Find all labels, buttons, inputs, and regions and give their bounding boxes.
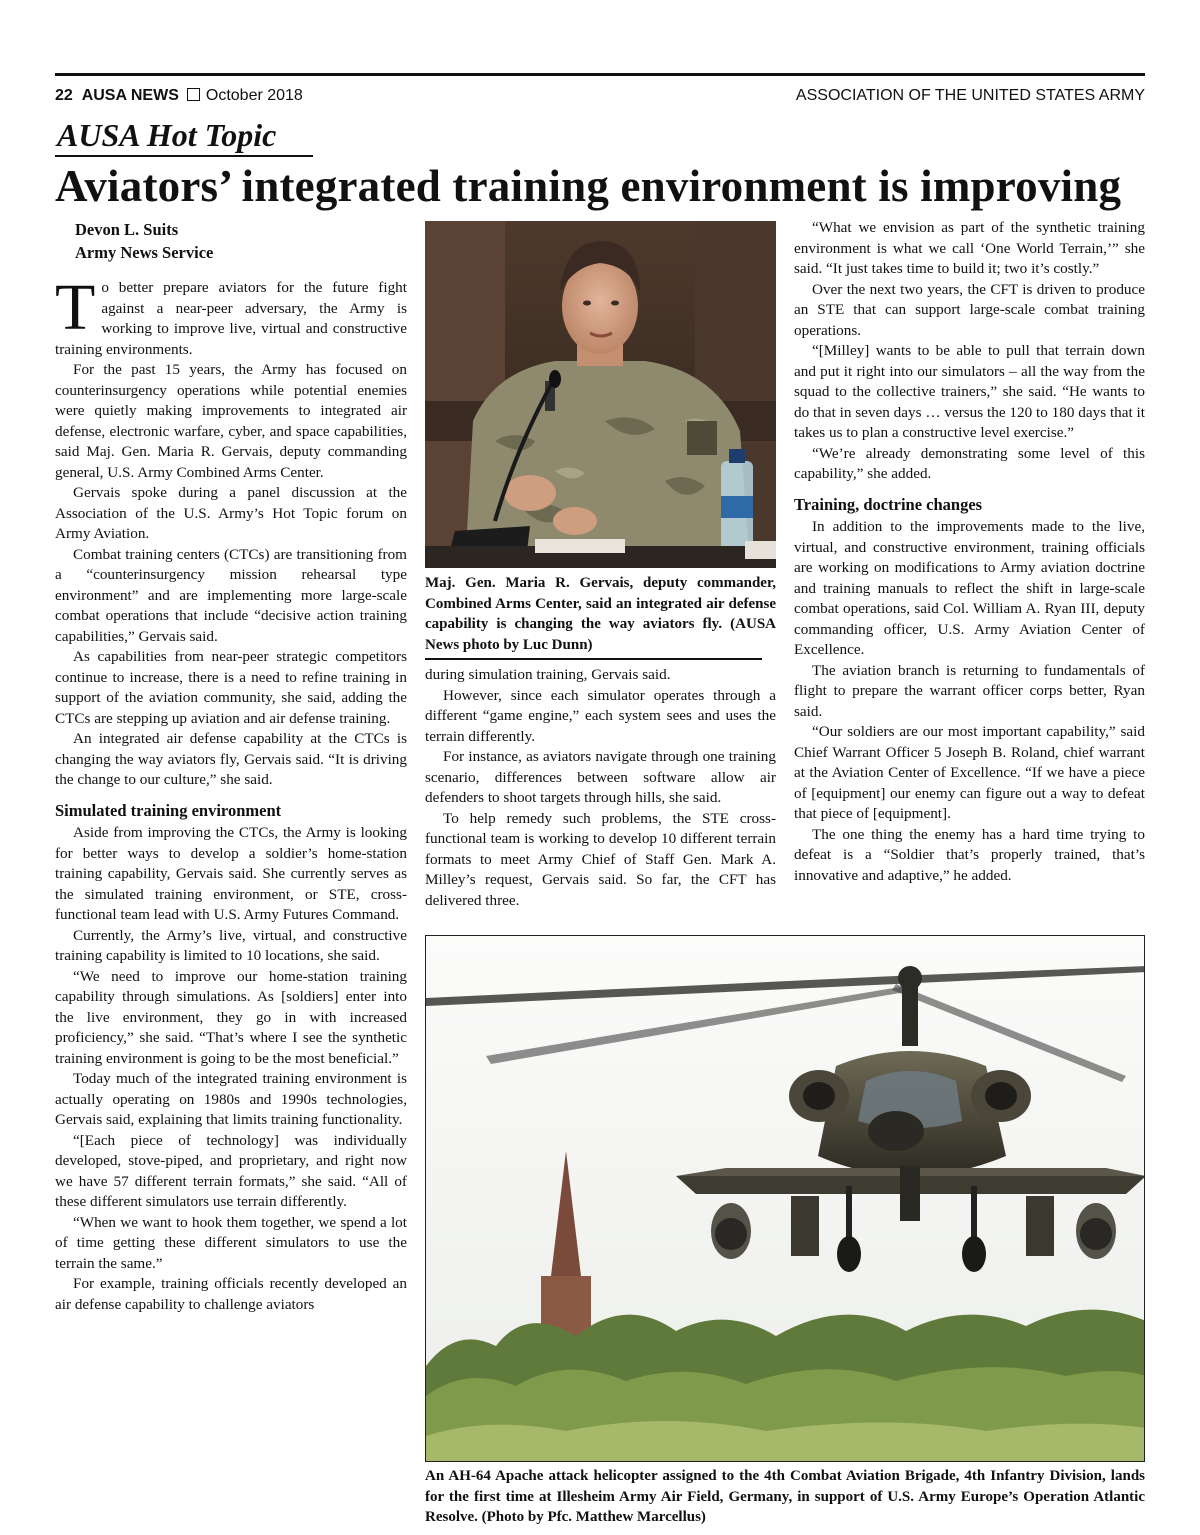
paragraph: “Our soldiers are our most important capability,” said Chief Warrant Officer 5 Joseph B. Roland, chief warrant at the Aviation Center of Excellence. “If we have a piece of [equipment] our enemy can figure out a way to defeat that piece of [equipment]. bbox=[794, 723, 1145, 822]
publication-name: AUSA NEWS bbox=[81, 87, 179, 104]
article-column-3 bbox=[794, 218, 1145, 886]
photo-apache-caption: An AH-64 Apache attack helicopter assigned to the 4th Combat Aviation Brigade, 4th Infantry Division, lands for the first time at Illesheim Army Air Field, Germany, in support of U.S. Army Europe’s Operation Atlantic Resolve. (Photo by Pfc. Matthew Marcellus) bbox=[425, 1468, 1145, 1525]
paragraph: As capabilities from near-peer strategic competitors continue to increase, there is a need to refine training in support of the aviation community, she said, adding the CTCs are stepping up aviation and air defense training. bbox=[55, 648, 407, 727]
paragraph: “We need to improve our home-station training capability through simulations. As [soldiers] enter into the live environment, they go in with increased proficiency,” she said. “That’s where I see the synthetic training environment is going to be the most beneficial.” bbox=[55, 967, 407, 1067]
paragraph: For the past 15 years, the Army has focused on counterinsurgency operations while potential enemies were quietly making improvements to integrated air defense, electronic warfare, cyber, and space capabilities, said Maj. Gen. Maria R. Gervais, deputy commanding general, U.S. Army Combined Arms Center. bbox=[55, 361, 407, 481]
byline bbox=[75, 218, 407, 264]
paragraph: Gervais spoke during a panel discussion at the Association of the U.S. Army’s Hot Topic forum on Army Aviation. bbox=[55, 484, 407, 542]
section-kicker: AUSA Hot Topic bbox=[57, 117, 277, 153]
headline: Aviators’ integrated training environment is improving bbox=[55, 161, 1122, 211]
article-column-2 bbox=[425, 665, 776, 911]
page-header bbox=[55, 87, 1145, 109]
paragraph: “When we want to hook them together, we spend a lot of time getting these different simulators to use the terrain the same.” bbox=[55, 1213, 407, 1272]
article-column-1 bbox=[55, 218, 407, 1315]
byline-author: Devon L. Suits bbox=[75, 220, 179, 239]
paragraph: “We’re already demonstrating some level of this capability,” she added. bbox=[794, 444, 1145, 482]
paragraph: Today much of the integrated training environment is actually operating on 1980s and 1990s technologies, Gervais said, explaining that limits training functionality. bbox=[55, 1070, 407, 1128]
paragraph: “[Milley] wants to be able to pull that terrain down and put it right into our simulators – all the way from the squad to the collective trainers,” she said. “He wants to do that in seven days … versus the 120 to 180 days that it takes us to plan a constructive level exercise.” bbox=[794, 342, 1145, 441]
kicker-underline bbox=[55, 155, 313, 157]
paragraph: An integrated air defense capability at the CTCs is changing the way aviators fly, Gervais said. “It is driving the change to our culture,” she said. bbox=[55, 730, 407, 788]
subhead-simulated-training: Simulated training environment bbox=[55, 800, 282, 820]
paragraph: Combat training centers (CTCs) are transitioning from a “counterinsurgency mission rehearsal type environment” and are implementing more large-scale combat operations that include “decisive action training capabilities,” Gervais said. bbox=[55, 545, 407, 645]
square-bullet-icon bbox=[187, 88, 200, 101]
page-number: 22 bbox=[55, 87, 73, 104]
subhead-doctrine-changes: Training, doctrine changes bbox=[794, 494, 983, 514]
photo-gervais bbox=[425, 221, 776, 568]
paragraph: For example, training officials recently developed an air defense capability to challenge aviators bbox=[55, 1275, 407, 1313]
top-rule bbox=[55, 73, 1145, 76]
paragraph: For instance, as aviators navigate through one training scenario, differences between software allow air defenders to shoot targets through hills, she said. bbox=[425, 748, 776, 806]
caption-divider bbox=[425, 658, 762, 660]
drop-cap: T bbox=[55, 271, 96, 344]
paragraph: In addition to the improvements made to the live, virtual, and constructive environment, training officials are working on modifications to Army aviation doctrine and training manuals to reflect the shift in large-scale combat operations, said Col. William A. Ryan III, deputy commanding officer, U.S. Army Aviation Center of Excellence. bbox=[794, 518, 1145, 658]
paragraph: “What we envision as part of the synthetic training environment is what we call ‘One World Terrain,’” she said. “It just takes time to build it; two it’s costly.” bbox=[794, 219, 1145, 277]
paragraph: Aside from improving the CTCs, the Army is looking for better ways to develop a soldier’s home-station training capability, Gervais said. She currently serves as the simulated training environment, or STE, cross-functional team lead with U.S. Army Futures Command. bbox=[55, 824, 407, 923]
paragraph: The aviation branch is returning to fundamentals of flight to prepare the warrant officer corps better, Ryan said. bbox=[794, 661, 1145, 720]
paragraph: Currently, the Army’s live, virtual, and constructive training capability is limited to 10 locations, she said. bbox=[55, 926, 407, 964]
paragraph: during simulation training, Gervais said. bbox=[425, 666, 671, 683]
lead-paragraph: To better prepare aviators for the future fight against a near-peer adversary, the Army is working to improve live, virtual and constructive training environments. bbox=[55, 271, 407, 358]
issue-date: October 2018 bbox=[205, 87, 303, 104]
folio bbox=[55, 87, 303, 105]
paragraph: However, since each simulator operates through a different “game engine,” each system sees and uses the terrain differently. bbox=[425, 686, 776, 745]
paragraph: To help remedy such problems, the STE cross-functional team is working to develop 10 different terrain formats to meet Army Chief of Staff Gen. Mark A. Milley’s request, Gervais said. So far, the CFT has delivered three. bbox=[425, 809, 776, 909]
paragraph: “[Each piece of technology] was individually developed, stove-piped, and proprietary, and right now we have 57 different terrain formats,” she said. “All of these different simulators use terrain differently. bbox=[55, 1131, 407, 1210]
byline-service: Army News Service bbox=[75, 243, 214, 262]
paragraph: The one thing the enemy has a hard time trying to defeat is a “Soldier that’s properly trained, that’s innovative and adaptive,” he added. bbox=[794, 825, 1145, 884]
organization-name: ASSOCIATION OF THE UNITED STATES ARMY bbox=[795, 87, 1145, 104]
photo-gervais-caption: Maj. Gen. Maria R. Gervais, deputy commander, Combined Arms Center, said an integrated air defense capability is changing the way aviators fly. (AUSA News photo by Luc Dunn) bbox=[425, 575, 776, 653]
photo-apache-helicopter bbox=[425, 935, 1145, 1462]
paragraph: Over the next two years, the CFT is driven to produce an STE that can support large-scale combat training operations. bbox=[794, 280, 1145, 339]
